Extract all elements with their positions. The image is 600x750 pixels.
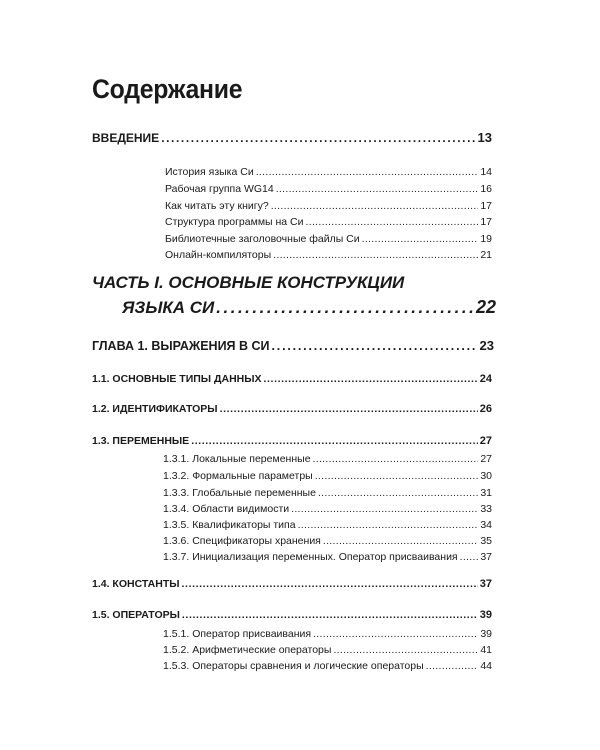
toc-entry-page: 35 [480, 535, 492, 547]
toc-entry-title: 1.1. ОСНОВНЫЕ ТИПЫ ДАННЫХ [92, 373, 262, 385]
toc-entry-title: 1.3.2. Формальные параметры [163, 470, 313, 482]
toc-entry-page: 30 [480, 470, 492, 482]
toc-leader-dots [264, 373, 478, 385]
toc-entry-title: Библиотечные заголовочные файлы Си [165, 233, 360, 245]
toc-entry-page: 37 [479, 578, 492, 590]
toc-entry-1-3-1[interactable] [163, 453, 492, 465]
toc-entry-introduction[interactable] [92, 130, 492, 145]
toc-leader-dots [256, 166, 479, 178]
toc-entry-title: Структура программы на Си [165, 216, 304, 228]
toc-entry-header-files[interactable] [165, 233, 492, 245]
toc-entry-page: 39 [479, 609, 492, 621]
toc-leader-dots [216, 298, 474, 318]
toc-entry-title: 1.2. ИДЕНТИФИКАТОРЫ [92, 403, 218, 415]
toc-leader-dots [315, 470, 479, 482]
toc-entry-1-5-2[interactable] [163, 644, 492, 656]
toc-leader-dots [161, 131, 475, 145]
toc-entry-title: ЯЗЫКА СИ [122, 298, 215, 317]
toc-leader-dots [323, 535, 478, 547]
toc-entry-page: 17 [480, 200, 492, 212]
toc-entry-1-3-2[interactable] [163, 470, 492, 482]
toc-entry-page: 41 [480, 644, 492, 656]
toc-leader-dots [313, 628, 478, 640]
toc-entry-title: 1.3.7. Инициализация переменных. Оператор присваивания [163, 551, 458, 563]
toc-entry-page: 21 [480, 249, 492, 261]
toc-entry-page: 26 [479, 403, 492, 415]
toc-leader-dots [182, 578, 478, 590]
toc-leader-dots [271, 200, 479, 212]
toc-entry-title: 1.3.6. Спецификаторы хранения [163, 535, 321, 547]
toc-entry-title: Как читать эту книгу? [165, 200, 269, 212]
toc-entry-page: 34 [480, 519, 492, 531]
toc-entry-title: 1.3. ПЕРЕМЕННЫЕ [92, 435, 190, 447]
toc-leader-dots [273, 249, 478, 261]
toc-entry-page: 13 [477, 130, 492, 145]
toc-entry-title: Рабочая группа WG14 [165, 183, 274, 195]
toc-entry-page: 31 [480, 487, 492, 499]
toc-entry-page: 22 [475, 297, 496, 317]
toc-entry-online-compilers[interactable] [165, 249, 492, 261]
toc-entry-program-structure[interactable] [165, 216, 492, 228]
toc-entry-title: 1.3.3. Глобальные переменные [163, 487, 316, 499]
toc-leader-dots [460, 551, 479, 563]
toc-leader-dots [182, 609, 478, 621]
toc-leader-dots [333, 644, 478, 656]
toc-entry-title: 1.5. ОПЕРАТОРЫ [92, 609, 180, 621]
toc-entry-chapter-1[interactable] [92, 338, 494, 353]
toc-entry-title: 1.3.1. Локальные переменные [163, 453, 311, 465]
toc-entry-1-5-3[interactable] [163, 660, 492, 672]
toc-entry-page: 23 [479, 338, 494, 353]
toc-entry-title: 1.5.1. Оператор присваивания [163, 628, 312, 640]
toc-entry-page: 24 [479, 373, 492, 385]
toc-entry-title: ГЛАВА 1. ВЫРАЖЕНИЯ В СИ [92, 339, 270, 353]
toc-entry-title: 1.3.4. Области видимости [163, 503, 290, 515]
toc-entry-page: 37 [480, 551, 492, 563]
toc-entry-1-3-7[interactable] [163, 551, 492, 563]
toc-entry-1-3-3[interactable] [163, 487, 492, 499]
toc-leader-dots [426, 660, 479, 672]
toc-entry-section-1-4[interactable] [92, 578, 492, 590]
toc-leader-dots [298, 519, 479, 531]
toc-entry-page: 14 [480, 166, 492, 178]
toc-entry-section-1-3[interactable] [92, 435, 492, 447]
toc-entry-part-1[interactable] [122, 297, 496, 318]
toc-entry-page: 39 [480, 628, 492, 640]
page-title: Содержание [92, 74, 243, 104]
toc-entry-section-1-1[interactable] [92, 373, 492, 385]
toc-entry-1-3-5[interactable] [163, 519, 492, 531]
toc-entry-1-5-1[interactable] [163, 628, 492, 640]
toc-leader-dots [272, 339, 478, 353]
toc-entry-section-1-5[interactable] [92, 609, 492, 621]
toc-entry-history[interactable] [165, 166, 492, 178]
toc-leader-dots [318, 487, 478, 499]
toc-leader-dots [313, 453, 479, 465]
toc-leader-dots [276, 183, 479, 195]
toc-entry-title: 1.3.5. Квалификаторы типа [163, 519, 296, 531]
toc-entry-page: 17 [480, 216, 492, 228]
toc-entry-title: ВВЕДЕНИЕ [92, 131, 160, 145]
toc-entry-page: 44 [480, 660, 492, 672]
toc-entry-section-1-2[interactable] [92, 403, 492, 415]
toc-entry-page: 27 [479, 435, 492, 447]
toc-entry-page: 19 [480, 233, 492, 245]
toc-leader-dots [362, 233, 479, 245]
toc-entry-page: 16 [480, 183, 492, 195]
part-heading-line1: ЧАСТЬ I. ОСНОВНЫЕ КОНСТРУКЦИИ [92, 273, 405, 292]
toc-entry-1-3-4[interactable] [163, 503, 492, 515]
toc-entry-title: 1.5.2. Арифметические операторы [163, 644, 332, 656]
toc-entry-how-to-read[interactable] [165, 200, 492, 212]
toc-entry-page: 27 [480, 453, 492, 465]
toc-entry-title: История языка Си [165, 166, 254, 178]
toc-entry-title: Онлайн-компиляторы [165, 249, 272, 261]
toc-leader-dots [220, 403, 478, 415]
toc-leader-dots [291, 503, 478, 515]
toc-entry-wg14[interactable] [165, 183, 492, 195]
toc-leader-dots [191, 435, 478, 447]
toc-entry-title: 1.5.3. Операторы сравнения и логические операторы [163, 660, 424, 672]
toc-entry-1-3-6[interactable] [163, 535, 492, 547]
toc-entry-page: 33 [480, 503, 492, 515]
toc-entry-title: 1.4. КОНСТАНТЫ [92, 578, 180, 590]
toc-leader-dots [306, 216, 479, 228]
